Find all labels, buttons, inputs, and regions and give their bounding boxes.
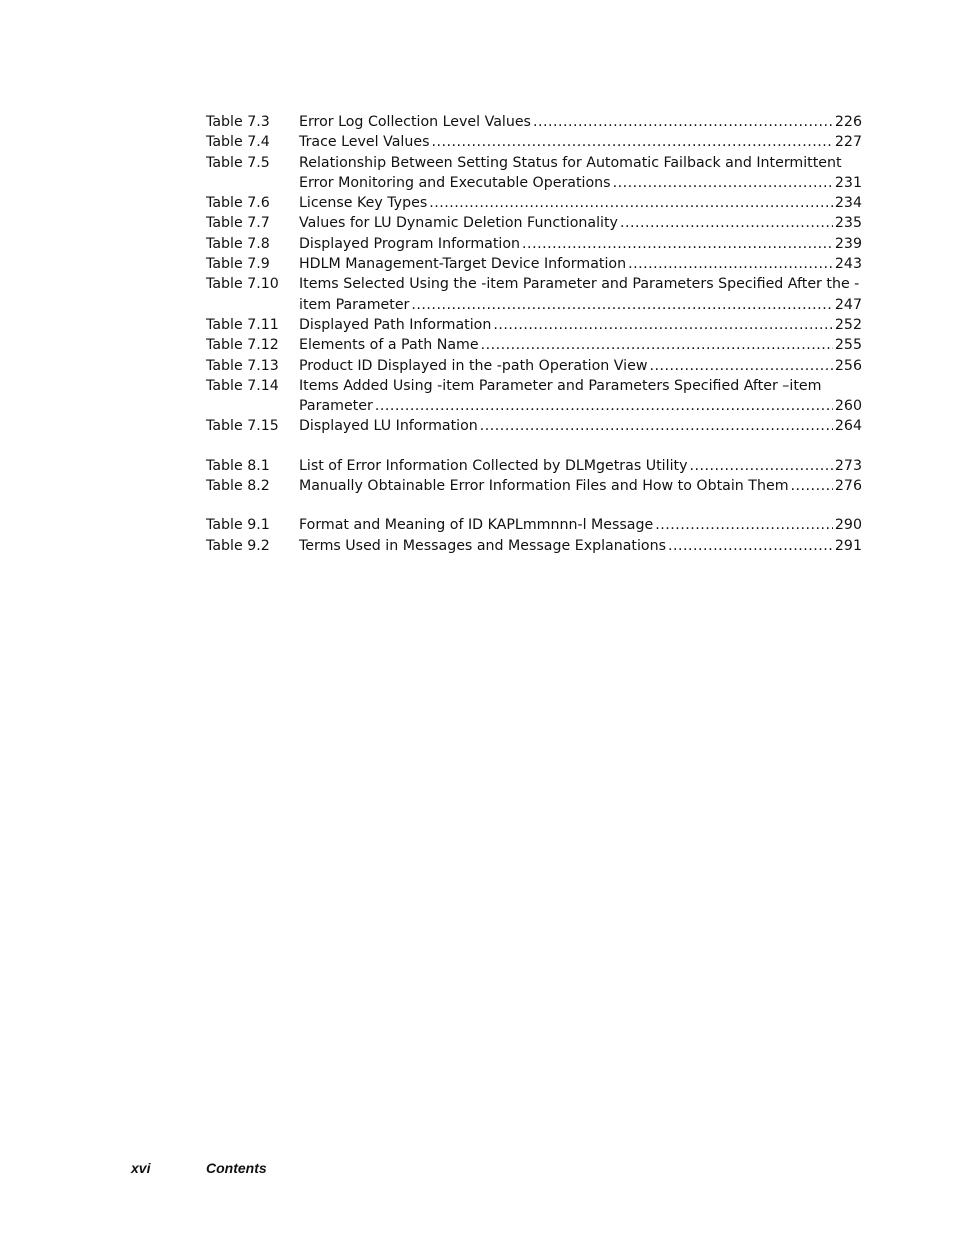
table-number: Table 7.6 <box>206 195 270 212</box>
table-number: Table 8.2 <box>206 478 270 495</box>
entry-text <box>299 476 862 496</box>
entry-title-line <box>299 376 862 396</box>
dot-leader <box>649 356 832 376</box>
page-number: 231 <box>834 174 862 191</box>
table-number: Table 7.13 <box>206 357 279 374</box>
entry-title-line <box>299 254 862 274</box>
table-number: Table 7.5 <box>206 154 270 171</box>
toc-entry[interactable] <box>206 274 862 315</box>
table-number: Table 7.8 <box>206 235 270 252</box>
toc-entry[interactable] <box>206 536 862 556</box>
entry-text <box>299 456 862 476</box>
table-number: Table 8.1 <box>206 457 270 474</box>
entry-title: item Parameter <box>299 296 410 313</box>
entry-title-line <box>299 396 862 416</box>
entry-title: Trace Level Values <box>299 134 430 151</box>
entry-title: Items Added Using -item Parameter and Parameters Specified After –item <box>299 377 822 394</box>
dot-leader <box>431 132 832 152</box>
table-number: Table 9.2 <box>206 537 270 554</box>
entry-title: Elements of a Path Name <box>299 337 479 354</box>
entry-text <box>299 274 862 315</box>
entry-title: Displayed Path Information <box>299 316 492 333</box>
entry-title-line <box>299 234 862 254</box>
toc-entry[interactable] <box>206 456 862 476</box>
entry-title: Parameter <box>299 398 373 415</box>
table-number: Table 9.1 <box>206 517 270 534</box>
entry-text <box>299 416 862 436</box>
page-number: 264 <box>834 418 862 435</box>
dot-leader <box>613 173 833 193</box>
toc-entry[interactable] <box>206 254 862 274</box>
entry-text <box>299 254 862 274</box>
table-number: Table 7.11 <box>206 316 279 333</box>
dot-leader <box>411 295 833 315</box>
entry-title-line <box>299 356 862 376</box>
footer-section-title: Contents <box>206 1160 267 1176</box>
entry-text <box>299 515 862 535</box>
page-number: 252 <box>834 316 862 333</box>
page-number: 273 <box>834 457 862 474</box>
toc-entry[interactable] <box>206 335 862 355</box>
entry-title-line <box>299 132 862 152</box>
page-number: 290 <box>834 517 862 534</box>
entry-title-line <box>299 112 862 132</box>
table-group <box>206 515 862 556</box>
entry-title: List of Error Information Collected by DLMgetras Utility <box>299 457 688 474</box>
entry-text <box>299 376 862 417</box>
entry-title: Displayed Program Information <box>299 235 521 252</box>
table-number: Table 7.10 <box>206 276 279 293</box>
toc-entry[interactable] <box>206 132 862 152</box>
entry-text <box>299 132 862 152</box>
entry-title: HDLM Management-Target Device Information <box>299 256 627 273</box>
entry-text <box>299 193 862 213</box>
page-number: 234 <box>834 195 862 212</box>
entry-title: Error Log Collection Level Values <box>299 114 531 130</box>
entry-title-line <box>299 476 862 496</box>
table-number: Table 7.14 <box>206 377 279 394</box>
entry-title: License Key Types <box>299 195 428 212</box>
entry-title-line <box>299 295 862 315</box>
footer-page-number: xvi <box>131 1160 151 1176</box>
dot-leader <box>628 254 833 274</box>
page-number: 247 <box>834 296 862 313</box>
entry-title: Manually Obtainable Error Information Files and How to Obtain Them <box>299 478 789 495</box>
entry-title-line <box>299 153 862 173</box>
page-number: 260 <box>834 398 862 415</box>
toc-entry[interactable] <box>206 234 862 254</box>
dot-leader <box>791 476 833 496</box>
toc-entry[interactable] <box>206 515 862 535</box>
page-number: 276 <box>834 478 862 495</box>
toc-entry[interactable] <box>206 376 862 417</box>
page-number: 235 <box>834 215 862 232</box>
dot-leader <box>493 315 833 335</box>
table-number: Table 7.4 <box>206 134 270 151</box>
entry-title-line <box>299 213 862 233</box>
entry-title: Values for LU Dynamic Deletion Functionality <box>299 215 618 232</box>
toc-entry[interactable] <box>206 315 862 335</box>
dot-leader <box>375 396 833 416</box>
dot-leader <box>620 213 833 233</box>
page-number: 256 <box>834 357 862 374</box>
toc-entry[interactable] <box>206 416 862 436</box>
entry-title: Error Monitoring and Executable Operations <box>299 174 611 191</box>
entry-title-line <box>299 416 862 436</box>
entry-text <box>299 356 862 376</box>
dot-leader <box>655 515 833 535</box>
toc-entry[interactable] <box>206 213 862 233</box>
toc-entry[interactable] <box>206 193 862 213</box>
dot-leader <box>481 335 833 355</box>
entry-title-line <box>299 335 862 355</box>
table-number: Table 7.3 <box>206 114 270 130</box>
dot-leader <box>480 416 833 436</box>
page-number: 226 <box>834 114 862 130</box>
entry-title-line <box>299 536 862 556</box>
table-number: Table 7.15 <box>206 418 279 435</box>
entry-title-line <box>299 515 862 535</box>
dot-leader <box>429 193 833 213</box>
entry-title: Items Selected Using the -item Parameter and Parameters Specified After the - <box>299 276 860 293</box>
entry-text <box>299 315 862 335</box>
dot-leader <box>668 536 833 556</box>
table-list <box>206 112 862 556</box>
page-number: 255 <box>834 337 862 354</box>
table-group <box>206 112 862 437</box>
entry-title-line <box>299 173 862 193</box>
table-number: Table 7.12 <box>206 337 279 354</box>
toc-entry[interactable] <box>206 112 862 132</box>
entry-title: Terms Used in Messages and Message Explanations <box>299 537 666 554</box>
toc-entry[interactable] <box>206 153 862 194</box>
dot-leader <box>689 456 832 476</box>
page-number: 239 <box>834 235 862 252</box>
page-number: 227 <box>834 134 862 151</box>
page-number: 243 <box>834 256 862 273</box>
toc-entry[interactable] <box>206 356 862 376</box>
entry-title-line <box>299 193 862 213</box>
table-number: Table 7.9 <box>206 256 270 273</box>
entry-text <box>299 213 862 233</box>
entry-title: Displayed LU Information <box>299 418 478 435</box>
dot-leader <box>533 112 833 132</box>
entry-title-line <box>299 315 862 335</box>
entry-text <box>299 536 862 556</box>
entry-text <box>299 153 862 194</box>
entry-text <box>299 112 862 132</box>
entry-text <box>299 335 862 355</box>
table-group <box>206 456 862 497</box>
page-number: 291 <box>834 537 862 554</box>
entry-title: Product ID Displayed in the -path Operation View <box>299 357 648 374</box>
entry-text <box>299 234 862 254</box>
entry-title: Relationship Between Setting Status for Automatic Failback and Intermittent <box>299 154 842 171</box>
dot-leader <box>522 234 833 254</box>
table-number: Table 7.7 <box>206 215 270 232</box>
entry-title-line <box>299 274 862 294</box>
entry-title: Format and Meaning of ID KAPLmmnnn-l Message <box>299 517 654 534</box>
toc-entry[interactable] <box>206 476 862 496</box>
entry-title-line <box>299 456 862 476</box>
